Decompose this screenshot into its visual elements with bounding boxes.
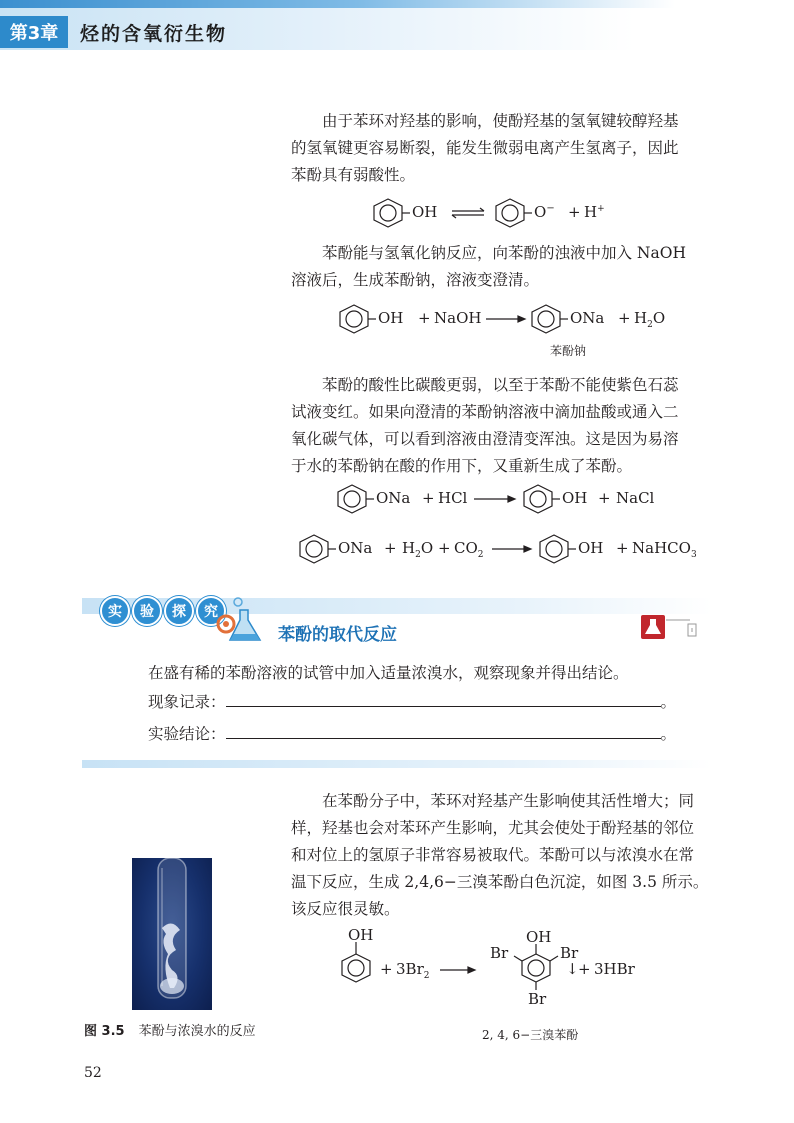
chapter-label: 第3章	[0, 16, 68, 48]
experiment-record-row	[148, 688, 708, 716]
eq2-plus1: +	[418, 309, 431, 327]
eq2-p2: $H_2O$	[634, 309, 666, 330]
figure-caption-text: 苯酚与浓溴水的反应	[138, 1024, 256, 1039]
eq4-r1: ONa	[338, 539, 373, 557]
eq5-plus2: +	[578, 960, 591, 978]
eq4-p1: OH	[578, 539, 604, 557]
page-number: 52	[84, 1065, 102, 1081]
record-period: 。	[660, 693, 677, 711]
eq4-water: $H_2O$	[402, 539, 434, 560]
eq3-plus1: +	[422, 489, 435, 507]
eq5-product-name: 2, 4, 6−三溴苯酚	[482, 1028, 579, 1042]
eq5-hbr: 3HBr	[594, 960, 635, 978]
eq5-br-bottom: Br	[528, 990, 547, 1008]
experiment-badges	[100, 596, 226, 626]
experiment-title: 苯酚的取代反应	[278, 625, 397, 645]
eq4-plus1: +	[384, 539, 397, 557]
eq2-r1: OH	[378, 309, 404, 327]
eq2-p1: ONa	[570, 309, 605, 327]
eq4-co2: $CO_2$	[454, 539, 484, 560]
conclusion-period: 。	[660, 725, 677, 743]
eq1-ion: O−	[534, 203, 555, 221]
eq2-plus2: +	[618, 309, 631, 327]
experiment-footer-band	[82, 760, 712, 768]
experiment-instruction: 在盛有稀的苯酚溶液的试管中加入适量浓溴水，观察现象并得出结论。	[148, 664, 629, 682]
figure-caption	[84, 1020, 256, 1039]
figure-number: 图 3.5	[84, 1024, 125, 1039]
eq5-bromine: $3Br_2$	[396, 960, 430, 981]
eq4-plus2: +	[438, 539, 451, 557]
eq3-p2: NaCl	[616, 489, 655, 507]
paragraph-4: 在苯酚分子中，苯环对羟基产生影响使其活性增大；同 样，羟基也会对苯环产生影响，尤其会使处于酚羟基的邻位 和对位上的氢原子非常容易被取代。苯酚可以与浓溴水在常 温下反应，生成 2,4,6−三溴苯酚白色沉淀，如图 3.5 所示。 该反应很灵敏。	[291, 792, 709, 918]
eq3-r1: ONa	[376, 489, 411, 507]
eq4-plus3: +	[616, 539, 629, 557]
paragraph-3: 苯酚的酸性比碳酸更弱，以至于苯酚不能使紫色石蕊 试液变红。如果向澄清的苯酚钠溶液中滴加盐酸或通入二 氧化碳气体，可以看到溶液由澄清变浑浊。这是因为易溶 于水的苯酚钠在酸的作用下，又重新生成了苯酚。	[291, 376, 679, 475]
eq5-phenol-oh: OH	[348, 926, 374, 944]
conclusion-label: 实验结论：	[148, 725, 226, 743]
eq5-br-left: Br	[490, 944, 509, 962]
eq3-r2: HCl	[438, 489, 468, 507]
eq5-br-right: Br	[560, 944, 579, 962]
record-label: 现象记录：	[148, 693, 226, 711]
eq5-plus1: +	[380, 960, 393, 978]
eq1-plus: +	[568, 203, 581, 221]
chapter-title: 烃的含氧衍生物	[80, 22, 228, 45]
eq1-oh: OH	[412, 203, 438, 221]
eq5-precipitate-arrow: ↓	[566, 960, 579, 978]
eq4-p2: NaHCO$_3$	[632, 539, 697, 560]
eq1-proton: H+	[584, 203, 605, 221]
figure-photo	[132, 858, 212, 1010]
badge-4: 究	[196, 596, 226, 626]
badge-1: 实	[100, 596, 130, 626]
paragraph-2: 苯酚能与氢氧化钠反应，向苯酚的浊液中加入 NaOH 溶液后，生成苯酚钠，溶液变澄清。	[291, 244, 686, 289]
record-blank[interactable]	[226, 688, 661, 707]
eq3-plus2: +	[598, 489, 611, 507]
equation-bromination	[340, 926, 660, 1046]
eq3-p1: OH	[562, 489, 588, 507]
badge-2: 验	[132, 596, 162, 626]
eq2-product-name: 苯酚钠	[550, 344, 587, 358]
eq2-r2: NaOH	[434, 309, 482, 327]
lab-badge-icon	[640, 614, 700, 644]
badge-3: 探	[164, 596, 194, 626]
paragraph-1: 由于苯环对羟基的影响，使酚羟基的氢氧键较醇羟基 的氢氧键更容易断裂，能发生微弱电离产生氢离子，因此 苯酚具有弱酸性。	[291, 112, 679, 184]
conclusion-blank[interactable]	[226, 720, 661, 739]
experiment-conclusion-row	[148, 720, 708, 748]
header-stripe	[0, 0, 794, 8]
lab-flask-gear-icon	[212, 596, 272, 646]
eq5-product-oh: OH	[526, 928, 552, 946]
